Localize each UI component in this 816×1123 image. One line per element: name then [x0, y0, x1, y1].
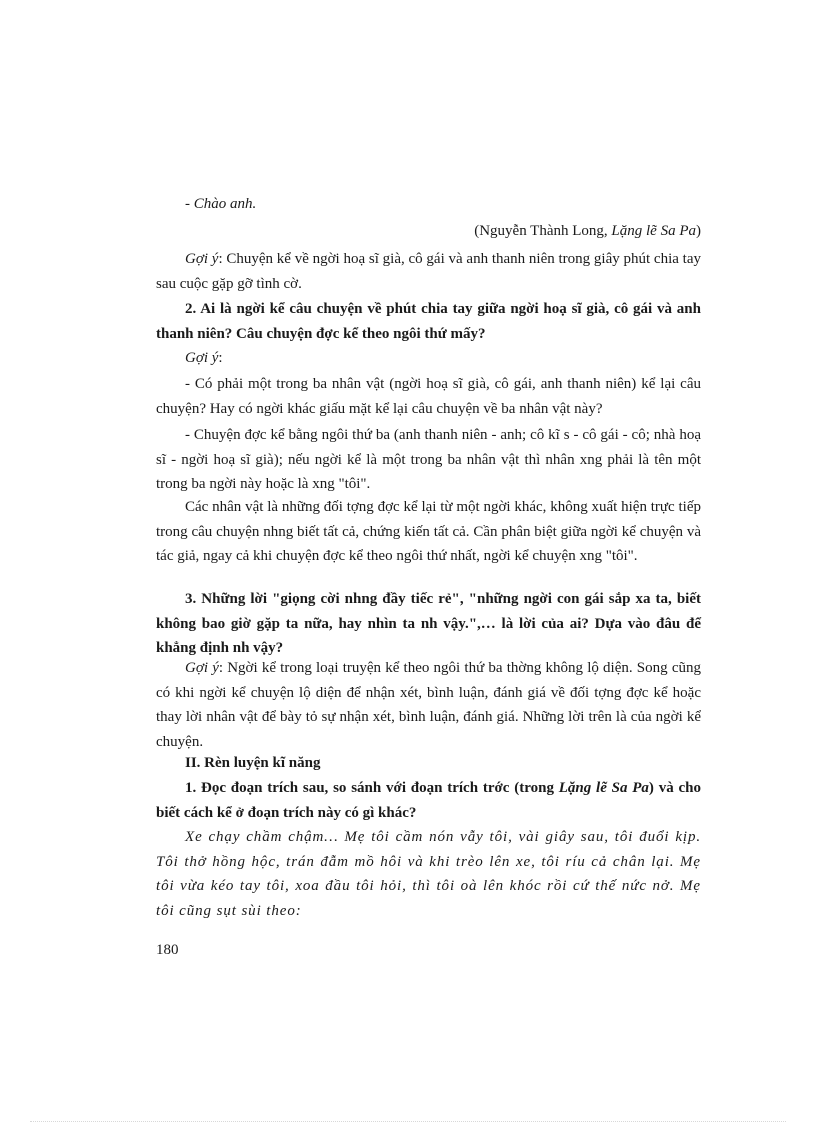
section-title: II. Rèn luyện kĩ năng [185, 755, 321, 771]
exercise-1: 1. Đọc đoạn trích sau, so sánh với đoạn trích trớc (trong Lặng lẽ Sa Pa) và cho biết cách kể ở đoạn trích này có gì khác? [156, 780, 701, 821]
work-title: Lặng lẽ Sa Pa [558, 780, 649, 796]
hint-2-paragraph-1: - Có phải một trong ba nhân vật (ngời hoạ sĩ già, cô gái, anh thanh niên) kể lại câu chuyện? Hay có ngời khác giấu mặt kể lại câu chuyện về ba nhân vật này? [156, 376, 701, 417]
hint-2-paragraph-2: - Chuyện đợc kể bằng ngôi thứ ba (anh thanh niên - anh; cô kĩ s - cô gái - cô; nhà hoạ sĩ - ngời hoạ sĩ già); nếu ngời kể là một trong ba nhân vật thì nhân xng phải là tên một trong ba ngời này hoặc là xng "tôi". [156, 427, 701, 492]
hint-label: Gợi ý [185, 660, 219, 676]
hint-2-paragraph-3: Các nhân vật là những đối tợng đợc kể lại từ một ngời khác, không xuất hiện trực tiếp trong câu chuyện nhng biết tất cả, chứng kiến tất cả. Cần phân biệt giữa ngời kể chuyện và tác giả, ngay cả khi chuyện đợc kể theo ngôi thứ nhất, ngời kể chuyện xng "tôi". [156, 499, 701, 564]
hint-label: Gợi ý [185, 251, 219, 267]
excerpt: Xe chạy chầm chậm… Mẹ tôi cầm nón vẫy tôi, vài giây sau, tôi đuổi kịp. Tôi thở hồng hộc, trán đẫm mồ hôi và khi trèo lên xe, tôi ríu cả chân lại. Mẹ tôi vừa kéo tay tôi, xoa đầu tôi hỏi, thì tôi oà lên khóc rồi cứ thế nức nở. Mẹ tôi cũng sụt sùi theo: [156, 829, 701, 919]
work-title: Lặng lẽ Sa Pa [611, 223, 696, 239]
hint-2-label: Gợi ý: [185, 350, 223, 366]
hint-3: Gợi ý: Ngời kể trong loại truyện kể theo ngôi thứ ba thờng không lộ diện. Song cũng có khi ngời kể chuyện lộ diện để nhận xét, bình luận, đánh giá về đối tợng đợc kể hoặc thay lời nhân vật để bày tỏ sự nhận xét, bình luận, đánh giá. Những lời trên là của ngời kể chuyện. [156, 660, 701, 750]
page-number: 180 [156, 942, 179, 958]
citation: (Nguyễn Thành Long, Lặng lẽ Sa Pa) [474, 223, 701, 239]
hint-1: Gợi ý: Chuyện kể về ngời hoạ sĩ già, cô gái và anh thanh niên trong giây phút chia tay sau cuộc gặp gỡ tình cờ. [156, 251, 701, 292]
page-bottom-border [30, 1121, 786, 1122]
question-3: 3. Những lời "giọng cời nhng đầy tiếc rẻ", "những ngời con gái sắp xa ta, biết không bao giờ gặp ta nữa, hay nhìn ta nh vậy.",… là lời của ai? Dựa vào đâu để khẳng định nh vậy? [156, 591, 701, 656]
question-2: 2. Ai là ngời kể câu chuyện về phút chia tay giữa ngời hoạ sĩ già, cô gái và anh thanh niên? Câu chuyện đợc kể theo ngôi thứ mấy? [156, 301, 701, 342]
dialogue-line: - Chào anh. [185, 196, 257, 212]
